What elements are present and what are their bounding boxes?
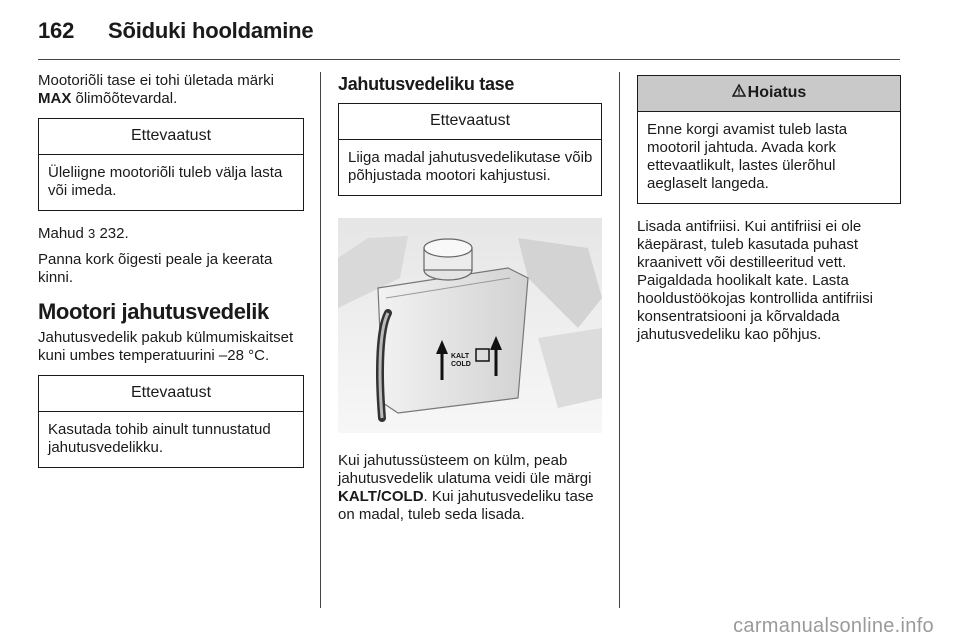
antifreeze-text: Lisada antifriisi. Kui antifriisi ei ole käepärast, tuleb kasutada puhast kraanivett või destilleeritud vett. Paigaldada hoolikalt kate. Lasta hooldustöökojas kontrollida antifriisi konsentratsiooni ja kõrvaldada jahutusvedeliku kao põhjus.	[637, 218, 873, 343]
figure-label-cold: COLD	[451, 361, 471, 368]
warning-triangle-icon	[732, 84, 746, 102]
page-header	[38, 18, 313, 44]
page-ref-icon: 3	[88, 226, 96, 241]
coolant-text: Jahutusvedelik pakub külmumiskaitset kuni umbes temperatuurini –28 °C.	[38, 329, 294, 364]
warning-title: Hoiatus	[638, 76, 900, 112]
cap-instruction: Panna kork õigesti peale ja keerata kinni.	[38, 251, 273, 286]
caution-box-level	[338, 103, 602, 196]
caution-box-oil	[38, 118, 304, 211]
column-1	[38, 72, 304, 482]
page-number: 162	[38, 18, 75, 43]
caution-body: Üleliigne mootoriõli tuleb välja lasta või imeda.	[48, 164, 283, 199]
watermark: carmanualsonline.info	[733, 615, 934, 637]
column-divider	[619, 72, 620, 608]
coolant-heading: Mootori jahutusvedelik	[38, 299, 269, 324]
warning-body: Enne korgi avamist tuleb lasta mootoril jahtuda. Avada kork ettevaatlikult, lastes ülerõhul aeglaselt langeda.	[647, 121, 848, 192]
section-title: Sõiduki hooldamine	[108, 18, 314, 43]
caution-box-coolant	[38, 375, 304, 468]
oil-level-text: Mootoriõli tase ei tohi ületada märki MAX õlimõõtevardal.	[38, 72, 274, 107]
column-2	[338, 72, 602, 532]
caution-title: Ettevaatust	[39, 119, 303, 155]
coolant-level-text: Kui jahutussüsteem on külm, peab jahutusvedelik ulatuma veidi üle märgi KALT/COLD. Kui jahutusvedeliku tase on madal, tuleb seda lisada.	[338, 452, 594, 523]
caution-title: Ettevaatust	[339, 104, 601, 140]
warning-box	[637, 75, 901, 204]
coolant-reservoir-illustration	[338, 218, 602, 433]
caution-body: Kasutada tohib ainult tunnustatud jahutusvedelikku.	[48, 421, 271, 456]
capacity-text: Mahud 3 232.	[38, 225, 129, 242]
caution-body: Liiga madal jahutusvedelikutase võib põhjustada mootori kahjustusi.	[348, 149, 593, 184]
column-divider	[320, 72, 321, 608]
column-3	[637, 72, 901, 352]
header-rule	[38, 59, 900, 60]
coolant-level-heading: Jahutusvedeliku tase	[338, 74, 515, 94]
caution-title: Ettevaatust	[39, 376, 303, 412]
figure-label-kalt: KALT	[451, 353, 470, 360]
